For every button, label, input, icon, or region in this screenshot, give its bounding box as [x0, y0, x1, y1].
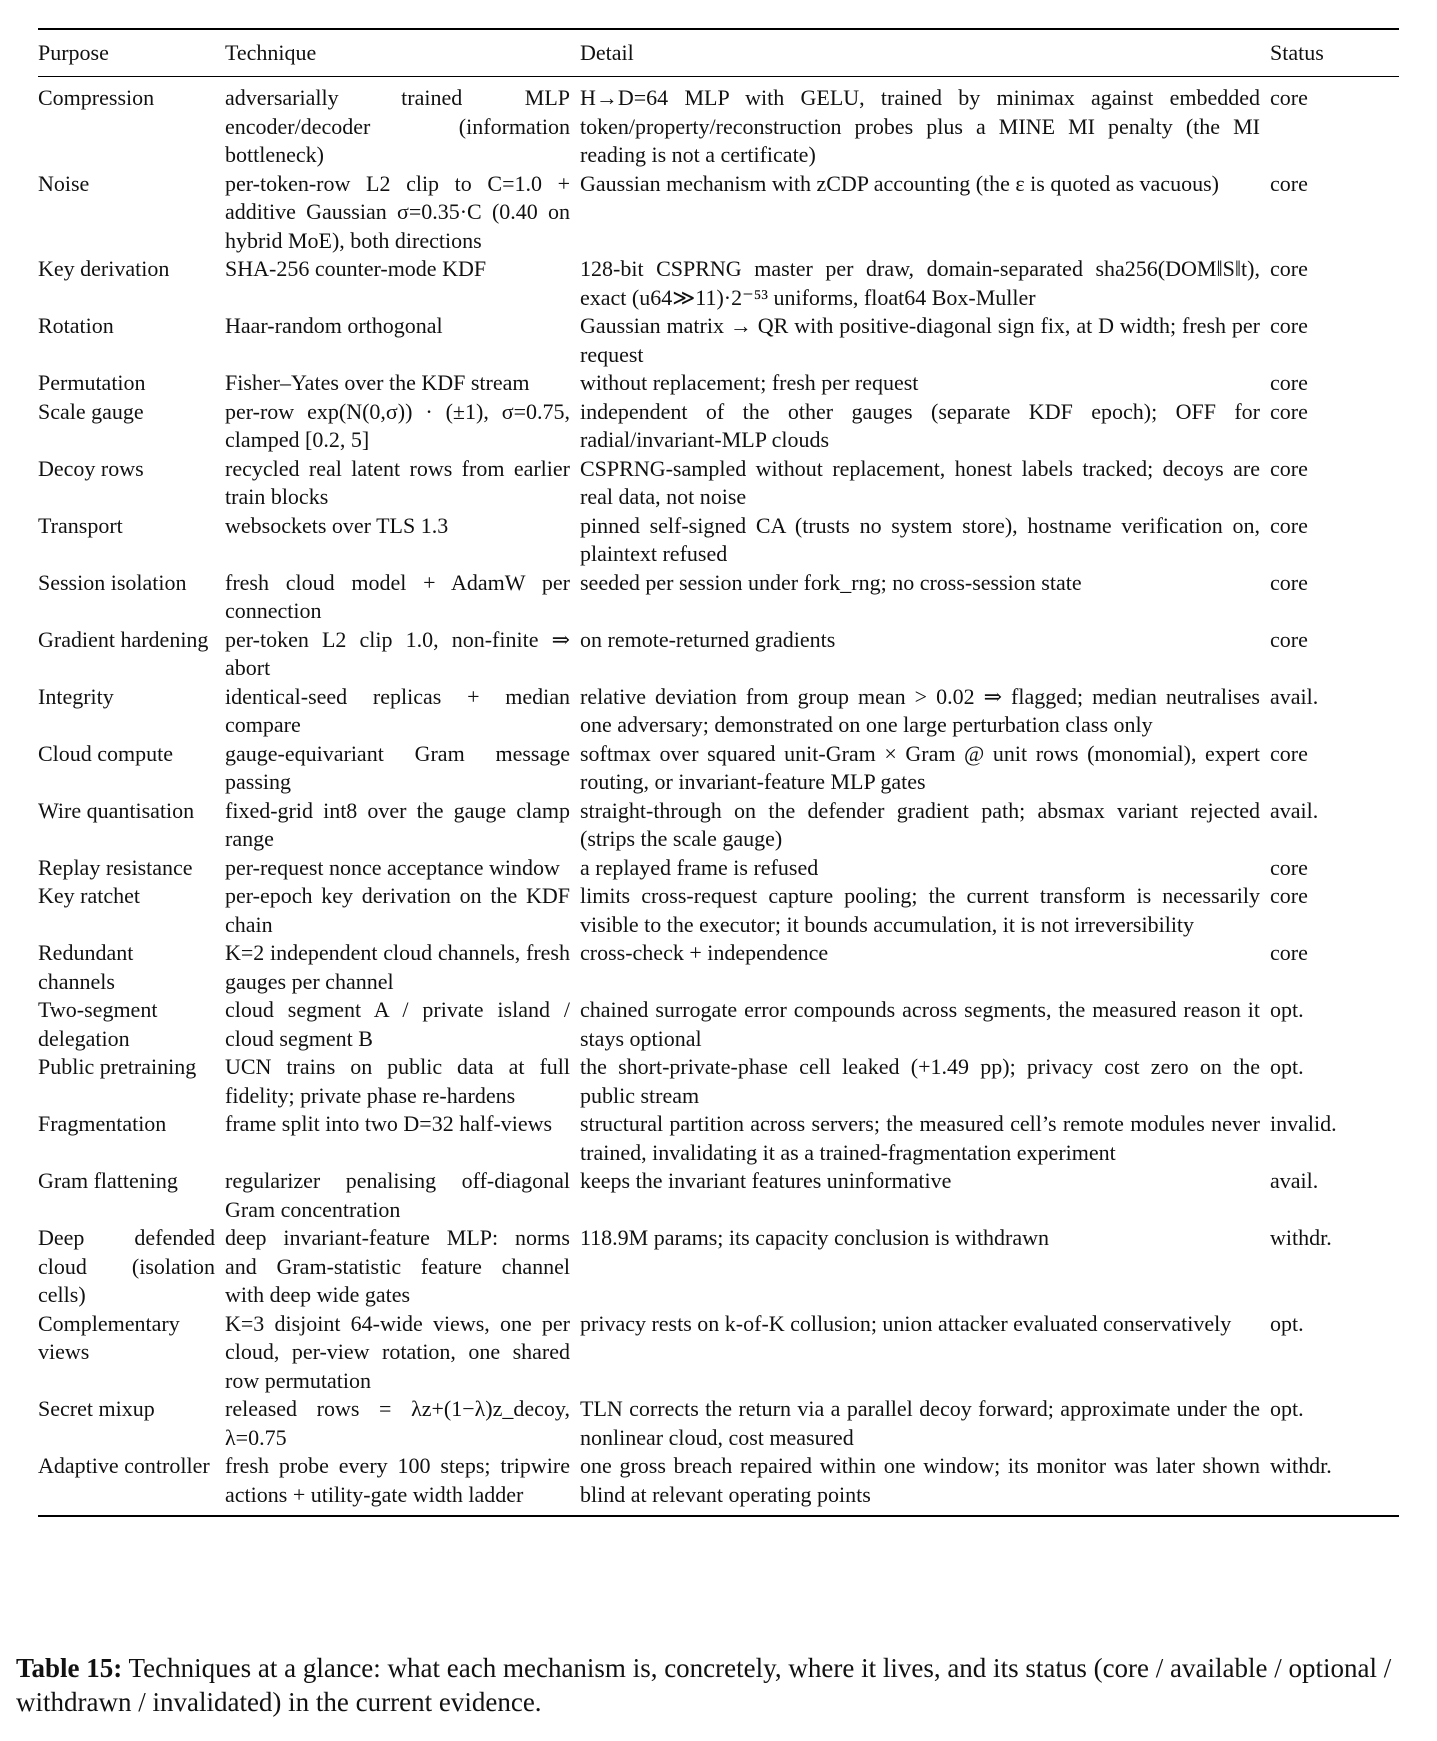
purpose-cell: Rotation: [38, 313, 114, 338]
status-cell: opt.: [1270, 1310, 1304, 1336]
header-status: Status: [1270, 40, 1324, 65]
status-cell: core: [1270, 85, 1308, 110]
purpose-cell: Cloud compute: [38, 740, 174, 766]
technique-cell: fresh probe every 100 steps; tripwire actions + utility-gate width ladder: [225, 1453, 570, 1507]
status-cell: opt.: [1270, 997, 1304, 1022]
detail-cell: CSPRNG-sampled without replacement, honest labels tracked; decoys are real data, not noise: [580, 455, 1260, 509]
table-row: [38, 854, 1399, 883]
technique-cell: gauge-equivariant Gram message passing: [225, 740, 570, 794]
detail-cell: 128-bit CSPRNG master per draw, domain-separated sha256(DOM‖S‖t), exact (u64≫11)·2⁻⁵³ uniforms, float64 Box-Muller: [580, 256, 1260, 310]
detail-cell: softmax over squared unit-Gram × Gram @ unit rows (monomial), expert routing, or invariant-feature MLP gates: [580, 740, 1260, 794]
table-row: [38, 455, 1399, 512]
technique-cell: fresh cloud model + AdamW per connection: [225, 569, 570, 623]
table-row: [38, 996, 1399, 1053]
status-cell: opt.: [1270, 1054, 1304, 1079]
status-cell: core: [1270, 256, 1308, 281]
detail-cell: a replayed frame is refused: [580, 854, 819, 880]
table-row: [38, 882, 1399, 939]
purpose-cell: Secret mixup: [38, 1396, 155, 1421]
table-header-row: [38, 30, 1399, 76]
table-body: [38, 77, 1399, 1509]
technique-cell: per-request nonce acceptance window: [225, 854, 560, 880]
technique-cell: deep invariant-feature MLP: norms and Gram-statistic feature channel with deep wide gates: [225, 1225, 570, 1307]
table-row: [38, 255, 1399, 312]
detail-cell: without replacement; fresh per request: [580, 370, 919, 395]
table-row: [38, 512, 1399, 569]
status-cell: avail.: [1270, 1168, 1319, 1193]
detail-cell: the short-private-phase cell leaked (+1.49 pp); privacy cost zero on the public stream: [580, 1054, 1260, 1108]
purpose-cell: Key ratchet: [38, 883, 140, 908]
detail-cell: structural partition across servers; the measured cell’s remote modules never trained, invalidating it as a trained-fragmentation experiment: [580, 1111, 1260, 1165]
technique-cell: adversarially trained MLP encoder/decoder (information bottleneck): [225, 85, 570, 167]
status-cell: withdr.: [1270, 1453, 1332, 1478]
technique-cell: frame split into two D=32 half-views: [225, 1111, 553, 1136]
purpose-cell: Compression: [38, 85, 155, 110]
technique-cell: websockets over TLS 1.3: [225, 512, 449, 538]
detail-cell: Gaussian mechanism with zCDP accounting (the ε is quoted as vacuous): [580, 170, 1219, 196]
purpose-cell: Wire quantisation: [38, 797, 195, 823]
technique-cell: UCN trains on public data at full fidelity; private phase re-hardens: [225, 1054, 570, 1108]
table-row: [38, 939, 1399, 996]
table-row: [38, 170, 1399, 256]
detail-cell: cross-check + independence: [580, 940, 829, 965]
status-cell: avail.: [1270, 683, 1319, 709]
status-cell: invalid.: [1270, 1111, 1337, 1136]
table-bottom-rule: [38, 1515, 1399, 1517]
purpose-cell: Noise: [38, 170, 90, 196]
purpose-cell: Two-segment delegation: [38, 997, 158, 1051]
status-cell: core: [1270, 626, 1308, 652]
status-cell: core: [1270, 170, 1308, 196]
table-row: [38, 77, 1399, 170]
technique-cell: SHA-256 counter-mode KDF: [225, 256, 487, 281]
purpose-cell: Adaptive controller: [38, 1453, 210, 1478]
header-detail: Detail: [580, 40, 634, 65]
table-row: [38, 626, 1399, 683]
detail-cell: H→D=64 MLP with GELU, trained by minimax against embedded token/property/reconstruction probes plus a MINE MI penalty (the MI reading is not a certificate): [580, 85, 1260, 167]
detail-cell: on remote-returned gradients: [580, 626, 836, 652]
table-row: [38, 1167, 1399, 1224]
purpose-cell: Gradient hardening: [38, 626, 209, 652]
table-caption: [16, 1651, 1426, 1719]
table-row: [38, 797, 1399, 854]
purpose-cell: Complementary views: [38, 1310, 180, 1364]
status-cell: core: [1270, 740, 1308, 766]
detail-cell: TLN corrects the return via a parallel decoy forward; approximate under the nonlinear cloud, cost measured: [580, 1396, 1260, 1450]
detail-cell: relative deviation from group mean > 0.02 ⇒ flagged; median neutralises one adversary; demonstrated on one large perturbation class only: [580, 683, 1260, 737]
status-cell: core: [1270, 512, 1308, 538]
purpose-cell: Decoy rows: [38, 455, 144, 481]
technique-cell: released rows = λz+(1−λ)z_decoy, λ=0.75: [225, 1396, 570, 1450]
purpose-cell: Scale gauge: [38, 398, 144, 424]
detail-cell: one gross breach repaired within one window; its monitor was later shown blind at relevant operating points: [580, 1453, 1260, 1507]
purpose-cell: Deep defended cloud (isolation cells): [38, 1225, 215, 1307]
purpose-cell: Public pretraining: [38, 1054, 197, 1079]
detail-cell: limits cross-request capture pooling; the current transform is necessarily visible to the executor; it bounds accumulation, it is not irreversibility: [580, 883, 1260, 937]
detail-cell: privacy rests on k-of-K collusion; union attacker evaluated conservatively: [580, 1310, 1232, 1336]
purpose-cell: Gram flattening: [38, 1168, 178, 1193]
purpose-cell: Fragmentation: [38, 1111, 167, 1136]
header-technique: Technique: [225, 40, 317, 65]
detail-cell: keeps the invariant features uninformative: [580, 1168, 952, 1193]
purpose-cell: Replay resistance: [38, 854, 193, 880]
purpose-cell: Transport: [38, 512, 123, 538]
status-cell: core: [1270, 883, 1308, 908]
technique-cell: identical-seed replicas + median compare: [225, 683, 570, 737]
table-row: [38, 569, 1399, 626]
techniques-table-container: [38, 28, 1399, 1517]
status-cell: opt.: [1270, 1396, 1304, 1421]
status-cell: core: [1270, 854, 1308, 880]
detail-cell: pinned self-signed CA (trusts no system store), hostname verification on, plaintext refused: [580, 512, 1260, 566]
technique-cell: fixed-grid int8 over the gauge clamp range: [225, 797, 570, 851]
status-cell: avail.: [1270, 797, 1319, 823]
status-cell: core: [1270, 313, 1308, 338]
technique-cell: Fisher–Yates over the KDF stream: [225, 370, 530, 395]
table-row: [38, 1110, 1399, 1167]
status-cell: core: [1270, 370, 1308, 395]
table-row: [38, 398, 1399, 455]
detail-cell: straight-through on the defender gradient path; absmax variant rejected (strips the scale gauge): [580, 797, 1260, 851]
table-row: [38, 1310, 1399, 1396]
caption-text: Techniques at a glance: what each mechanism is, concretely, where it lives, and its status (core / available / optional / withdrawn / invalidated) in the current evidence.: [16, 1653, 1392, 1717]
techniques-table: [38, 30, 1399, 1509]
technique-cell: cloud segment A / private island / cloud segment B: [225, 997, 570, 1051]
technique-cell: per-token L2 clip 1.0, non-finite ⇒ abort: [225, 626, 570, 680]
status-cell: core: [1270, 940, 1308, 965]
detail-cell: seeded per session under fork_rng; no cross-session state: [580, 569, 1082, 595]
detail-cell: chained surrogate error compounds across segments, the measured reason it stays optional: [580, 997, 1260, 1051]
technique-cell: recycled real latent rows from earlier train blocks: [225, 455, 570, 509]
detail-cell: Gaussian matrix → QR with positive-diagonal sign fix, at D width; fresh per request: [580, 313, 1260, 367]
table-row: [38, 1452, 1399, 1509]
technique-cell: per-row exp(N(0,σ)) · (±1), σ=0.75, clamped [0.2, 5]: [225, 398, 570, 452]
table-row: [38, 1395, 1399, 1452]
status-cell: core: [1270, 455, 1308, 481]
detail-cell: 118.9M params; its capacity conclusion is withdrawn: [580, 1225, 1050, 1250]
purpose-cell: Session isolation: [38, 569, 187, 595]
table-row: [38, 1224, 1399, 1310]
technique-cell: K=2 independent cloud channels, fresh gauges per channel: [225, 940, 570, 994]
caption-label: Table 15:: [16, 1653, 123, 1683]
status-cell: core: [1270, 398, 1308, 424]
technique-cell: regularizer penalising off-diagonal Gram concentration: [225, 1168, 570, 1222]
purpose-cell: Integrity: [38, 683, 114, 709]
table-row: [38, 683, 1399, 740]
header-purpose: Purpose: [38, 40, 109, 65]
technique-cell: per-epoch key derivation on the KDF chain: [225, 883, 570, 937]
purpose-cell: Redundant channels: [38, 940, 134, 994]
table-row: [38, 740, 1399, 797]
purpose-cell: Key derivation: [38, 256, 170, 281]
purpose-cell: Permutation: [38, 370, 146, 395]
detail-cell: independent of the other gauges (separate KDF epoch); OFF for radial/invariant-MLP clouds: [580, 398, 1260, 452]
status-cell: withdr.: [1270, 1225, 1332, 1250]
table-row: [38, 312, 1399, 369]
table-row: [38, 369, 1399, 398]
technique-cell: Haar-random orthogonal: [225, 313, 443, 338]
technique-cell: per-token-row L2 clip to C=1.0 + additive Gaussian σ=0.35·C (0.40 on hybrid MoE), both directions: [225, 170, 570, 253]
technique-cell: K=3 disjoint 64-wide views, one per cloud, per-view rotation, one shared row permutation: [225, 1310, 570, 1393]
table-row: [38, 1053, 1399, 1110]
status-cell: core: [1270, 569, 1308, 595]
